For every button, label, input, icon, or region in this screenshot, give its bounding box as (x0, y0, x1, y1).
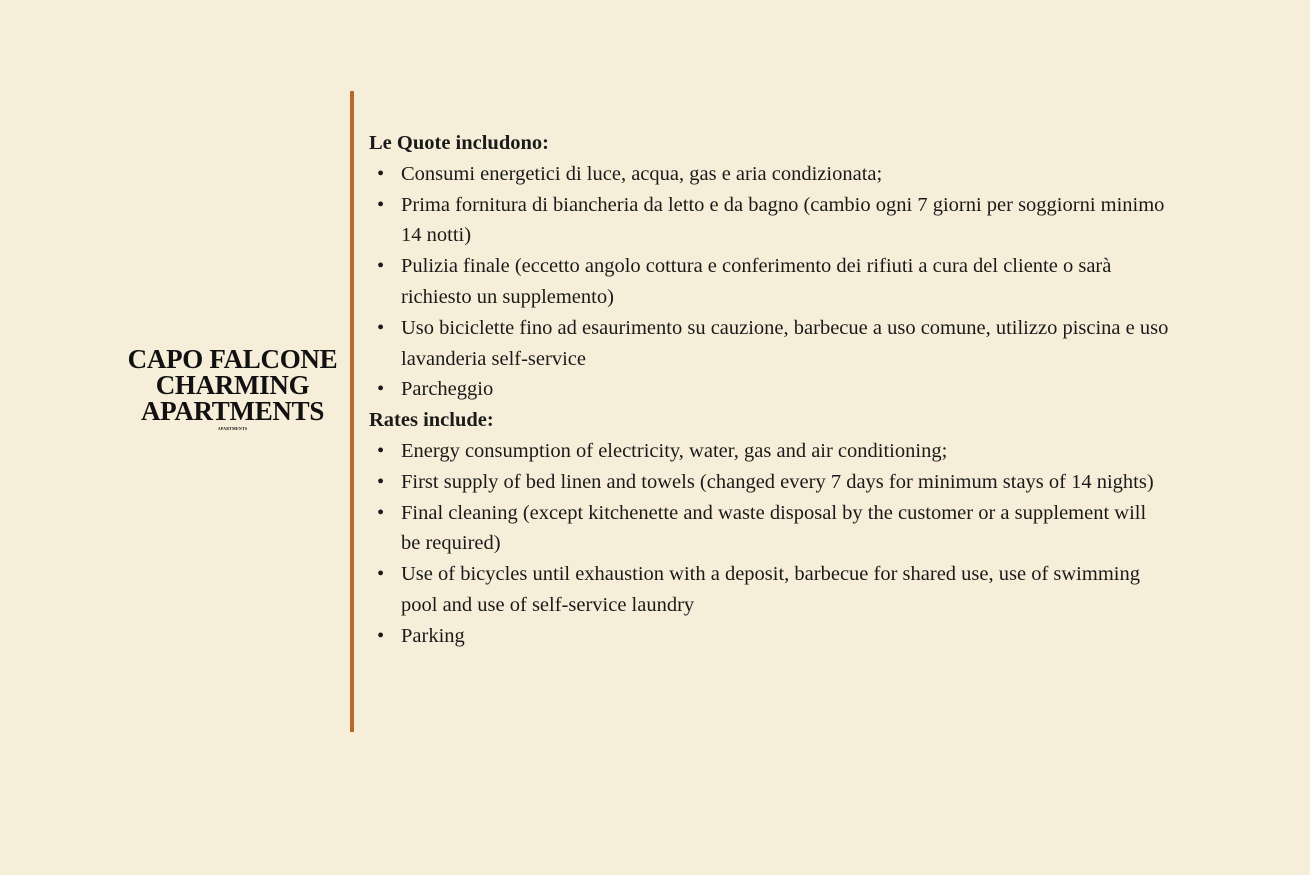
vertical-divider (350, 91, 354, 732)
list-item: • Prima fornitura di biancheria da letto e da bagno (cambio ogni 7 giorni per soggiorni minimo 14 notti) (369, 190, 1189, 252)
logo-line-3: APARTMENTS (140, 396, 325, 426)
logo-line-2: CHARMING (155, 370, 310, 400)
italian-list (369, 159, 1189, 405)
english-heading: Rates include: (369, 409, 494, 432)
list-item: • Final cleaning (except kitchenette and waste disposal by the customer or a supplement will be required) (369, 498, 1189, 560)
list-item: • Energy consumption of electricity, water, gas and air conditioning; (369, 436, 1189, 467)
logo-subtitle: APARTMENTS (217, 426, 248, 431)
list-item: • Consumi energetici di luce, acqua, gas e aria condizionata; (369, 159, 1189, 190)
list-item: • Parking (369, 621, 1189, 652)
italian-heading: Le Quote includono: (369, 132, 549, 154)
brand-logo (100, 346, 365, 432)
english-list (369, 436, 1189, 652)
logo-line-1: CAPO FALCONE (127, 344, 338, 374)
list-item: • Pulizia finale (eccetto angolo cottura e conferimento dei rifiuti a cura del cliente o sarà richiesto un supplemento) (369, 251, 1189, 313)
list-item: • Use of bicycles until exhaustion with a deposit, barbecue for shared use, use of swimming pool and use of self-service laundry (369, 559, 1189, 621)
list-item: • Uso biciclette fino ad esaurimento su cauzione, barbecue a uso comune, utilizzo piscina e uso lavanderia self-service (369, 313, 1189, 375)
rates-content (369, 128, 1189, 652)
list-item: • Parcheggio (369, 374, 1189, 405)
list-item: • First supply of bed linen and towels (changed every 7 days for minimum stays of 14 nights) (369, 467, 1189, 498)
